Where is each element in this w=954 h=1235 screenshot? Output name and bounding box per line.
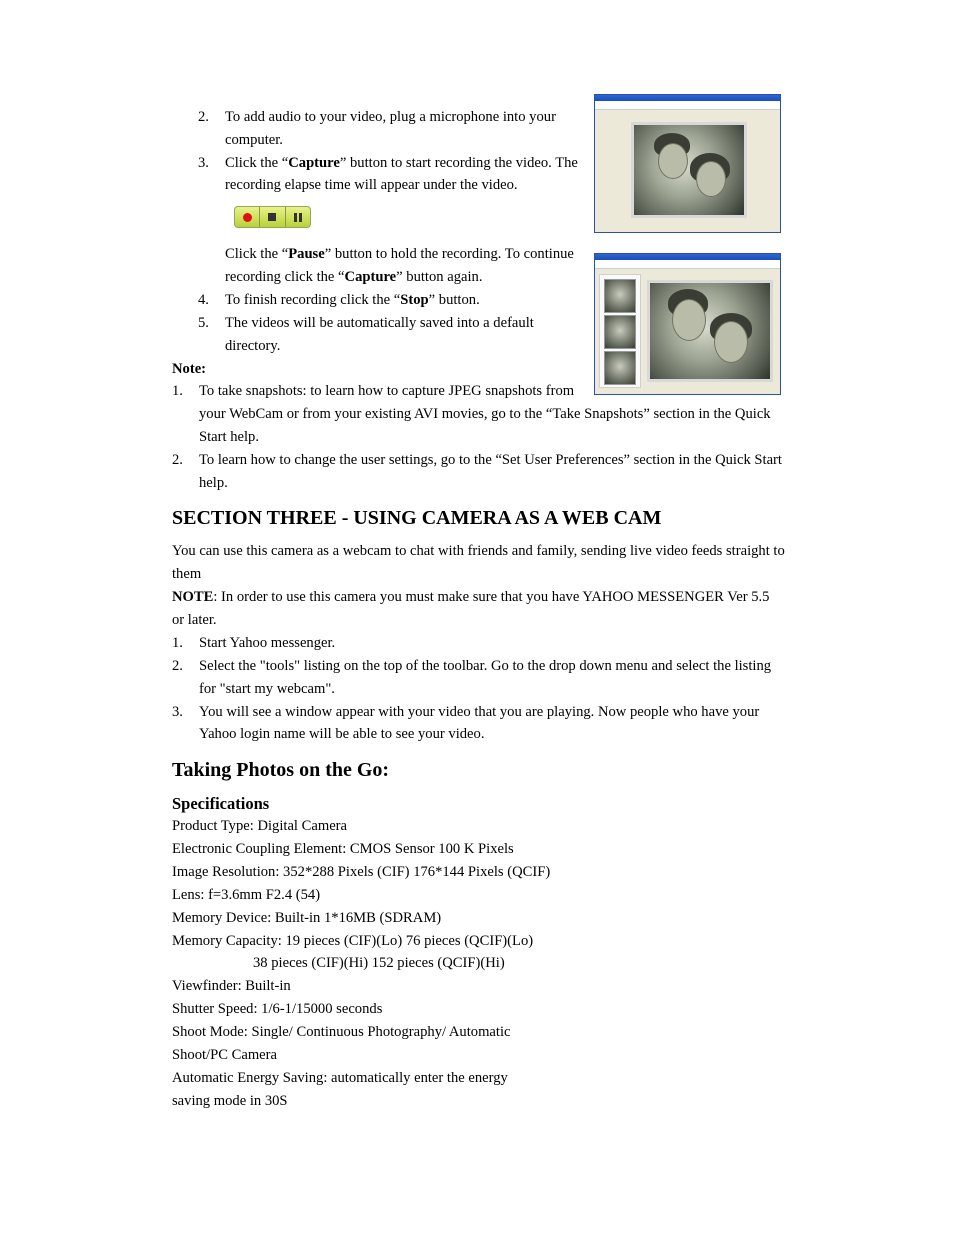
note-text: your WebCam or from your existing AVI movies, go to the “Take Snapshots” section in the Quick [199,406,771,422]
step-number: 5. [198,315,209,331]
step-text: computer. [225,132,283,148]
step-number: 3. [198,155,209,171]
step-text: recording elapse time will appear under the video. [225,177,518,193]
spec-line: Shutter Speed: 1/6-1/15000 seconds [172,1001,383,1017]
step-text: To add audio to your video, plug a microphone into your [225,109,556,125]
step-number: 4. [198,292,209,308]
step-text: To finish recording click the “Stop” button. [225,292,480,308]
spec-line: Shoot Mode: Single/ Continuous Photography/ Automatic [172,1024,511,1040]
spec-line: saving mode in 30S [172,1093,288,1109]
note-text: Start help. [199,429,259,445]
spec-line: Image Resolution: 352*288 Pixels (CIF) 176*144 Pixels (QCIF) [172,864,551,880]
section-text: or later. [172,612,217,628]
step-number: 2. [198,109,209,125]
note-label: Note: [172,361,207,377]
note-number: 2. [172,452,183,468]
step-number: 2. [172,658,183,674]
pause-text: recording click the “Capture” button again. [225,269,483,285]
section-heading: SECTION THREE - USING CAMERA AS A WEB CAM [172,507,662,529]
webcam-app-screenshot [594,94,781,233]
section-text: You can use this camera as a webcam to chat with friends and family, sending live video feeds straight to [172,543,785,559]
step-text: Click the “Capture” button to start recording the video. The [225,155,578,171]
step-number: 3. [172,704,183,720]
step-text: The videos will be automatically saved into a default [225,315,534,331]
stop-button[interactable] [260,207,285,227]
record-button[interactable] [235,207,260,227]
step-text: Start Yahoo messenger. [199,635,336,651]
note-text: help. [199,475,228,491]
spec-line: 38 pieces (CIF)(Hi) 152 pieces (QCIF)(Hi) [253,955,505,971]
note-text: To take snapshots: to learn how to capture JPEG snapshots from [199,383,575,399]
section-note: NOTE: In order to use this camera you must make sure that you have YAHOO MESSENGER Ver 5.5 [172,589,770,605]
spec-line: Memory Device: Built-in 1*16MB (SDRAM) [172,910,442,926]
step-text: for "start my webcam". [199,681,335,697]
step-text: You will see a window appear with your video that you are playing. Now people who have your [199,704,760,720]
stop-icon [268,213,276,221]
pause-text: Click the “Pause” button to hold the recording. To continue [225,246,574,262]
section-text: them [172,566,202,582]
spec-line: Shoot/PC Camera [172,1047,277,1063]
pause-icon [294,213,302,222]
spec-line: Lens: f=3.6mm F2.4 (54) [172,887,321,903]
note-text: To learn how to change the user settings, go to the “Set User Preferences” section in the Quick Start [199,452,782,468]
spec-line: Electronic Coupling Element: CMOS Sensor 100 K Pixels [172,841,514,857]
pause-button[interactable] [286,207,310,227]
note-number: 1. [172,383,183,399]
step-text: Yahoo login name will be able to see your video. [199,726,485,742]
spec-line: Product Type: Digital Camera [172,818,348,834]
step-number: 1. [172,635,183,651]
spec-line: Viewfinder: Built-in [172,978,291,994]
spec-line: Automatic Energy Saving: automatically enter the energy [172,1070,508,1086]
recording-controls [234,206,311,228]
record-icon [243,213,252,222]
step-text: directory. [225,338,281,354]
webcam-recording-screenshot [594,253,781,395]
spec-heading: Specifications [172,794,270,813]
step-text: Select the "tools" listing on the top of the toolbar. Go to the drop down menu and select the listing [199,658,772,674]
spec-line: Memory Capacity: 19 pieces (CIF)(Lo) 76 pieces (QCIF)(Lo) [172,933,534,949]
photos-heading: Taking Photos on the Go: [172,759,390,781]
